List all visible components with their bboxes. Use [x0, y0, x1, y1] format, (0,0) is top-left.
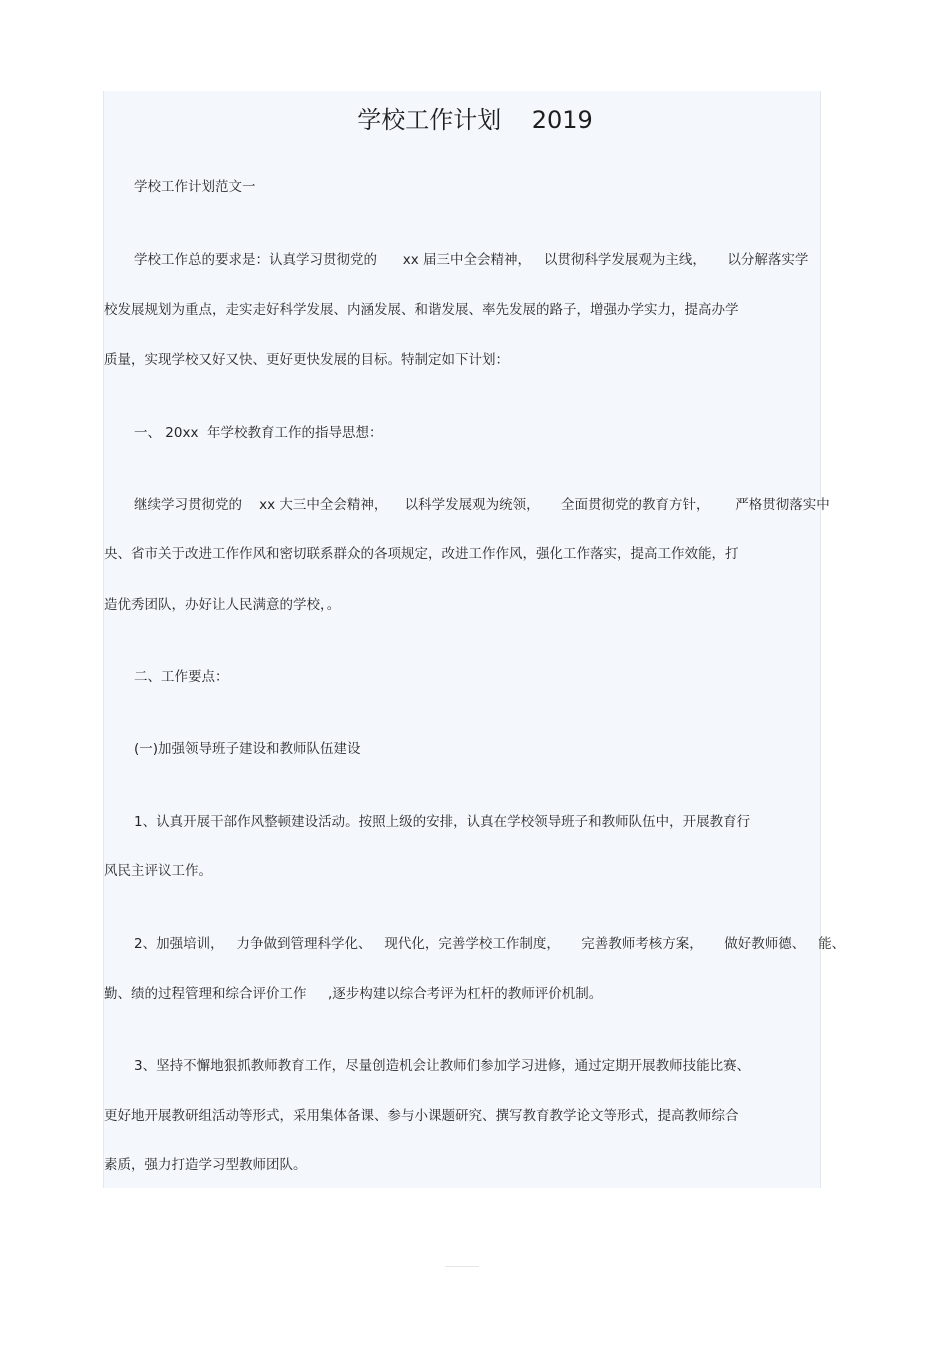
section-1-line-1: 继续学习贯彻党的 xx 大三中全会精神， 以科学发展观为统领， 全面贯彻党的教育方针， 严格贯彻落实中 [134, 497, 830, 513]
item-3-line-3: 素质，强力打造学习型教师团队。 [104, 1157, 307, 1173]
document-subtitle: 学校工作计划范文一 [134, 179, 256, 195]
intro-line-3: 质量，实现学校又好又快、更好更快发展的目标。特制定如下计划： [104, 352, 509, 368]
section-2-heading: 二、工作要点： [134, 669, 229, 685]
section-1-line-3: 造优秀团队，办好让人民满意的学校，。 [104, 597, 341, 613]
item-1-line-1: 1、认真开展干部作风整顿建设活动。按照上级的安排，认真在学校领导班子和教师队伍中，开展教育行 [134, 814, 751, 830]
item-2-line-1: 2、加强培训， 力争做到管理科学化、 现代化，完善学校工作制度， 完善教师考核方案， 做好教师德、 能、 [134, 936, 846, 952]
intro-line-1: 学校工作总的要求是：认真学习贯彻党的 xx 届三中全会精神， 以贯彻科学发展观为主线， 以分解落实学 [134, 252, 809, 268]
item-3-line-1: 3、坚持不懈地狠抓教师教育工作，尽量创造机会让教师们参加学习进修，通过定期开展教师技能比赛、 [134, 1058, 751, 1074]
section-1-heading: 一、 20xx 年学校教育工作的指导思想： [134, 425, 383, 441]
intro-line-2: 校发展规划为重点，走实走好科学发展、内涵发展、和谐发展、率先发展的路子，增强办学实力，提高办学 [104, 302, 739, 318]
subsection-1-heading: (一)加强领导班子建设和教师队伍建设 [134, 741, 361, 757]
section-1-line-2: 央、省市关于改进工作作风和密切联系群众的各项规定，改进工作作风，强化工作落实，提高工作效能，打 [104, 546, 739, 562]
document-title: 学校工作计划 2019 [357, 106, 593, 134]
item-2-line-2: 勤、绩的过程管理和综合评价工作 ,逐步构建以综合考评为杠杆的教师评价机制。 [104, 986, 603, 1002]
page-footer-divider [445, 1266, 479, 1267]
item-3-line-2: 更好地开展教研组活动等形式，采用集体备课、参与小课题研究、撰写教育教学论文等形式，提高教师综合 [104, 1108, 739, 1124]
item-1-line-2: 风民主评议工作。 [104, 863, 212, 879]
